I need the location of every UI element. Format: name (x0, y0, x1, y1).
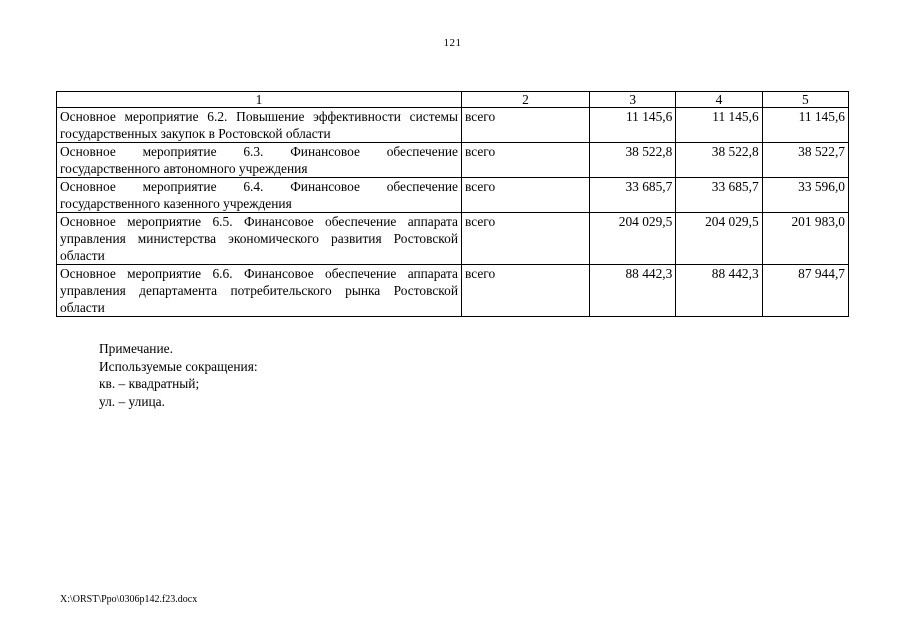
notes-section (99, 340, 258, 410)
row-source: всего (462, 143, 590, 178)
header-col-2: 2 (462, 92, 590, 108)
row-value-4: 33 685,7 (676, 178, 762, 213)
notes-item: кв. – квадратный; (99, 376, 200, 391)
file-path-footer: X:\ORST\Ppo\0306p142.f23.docx (60, 594, 198, 605)
row-value-4: 204 029,5 (676, 213, 762, 265)
table-row (57, 265, 849, 317)
table-row (57, 143, 849, 178)
page-number: 121 (443, 37, 462, 49)
header-col-3: 3 (590, 92, 676, 108)
row-name: Основное мероприятие 6.3. Финансовое обеспечение государственного автономного учреждения (57, 143, 462, 178)
table-row (57, 108, 849, 143)
row-value-4: 11 145,6 (676, 108, 762, 143)
row-value-4: 88 442,3 (676, 265, 762, 317)
table-row (57, 178, 849, 213)
row-value-3: 33 685,7 (590, 178, 676, 213)
row-name: Основное мероприятие 6.5. Финансовое обеспечение аппарата управления министерства экономического развития Ростовской области (57, 213, 462, 265)
row-value-5: 87 944,7 (762, 265, 848, 317)
header-col-1: 1 (57, 92, 462, 108)
row-name: Основное мероприятие 6.4. Финансовое обеспечение государственного казенного учреждения (57, 178, 462, 213)
row-value-3: 38 522,8 (590, 143, 676, 178)
notes-item: ул. – улица. (99, 393, 165, 409)
table-header-row (57, 92, 849, 108)
row-name: Основное мероприятие 6.2. Повышение эффективности системы государственных закупок в Ростовской области (57, 108, 462, 143)
row-value-3: 204 029,5 (590, 213, 676, 265)
row-value-3: 11 145,6 (590, 108, 676, 143)
table-row (57, 213, 849, 265)
header-col-4: 4 (676, 92, 762, 108)
row-source: всего (462, 265, 590, 317)
row-source: всего (462, 108, 590, 143)
header-col-5: 5 (762, 92, 848, 108)
budget-table (56, 91, 849, 317)
row-value-5: 11 145,6 (762, 108, 848, 143)
notes-title: Примечание. (99, 341, 173, 356)
row-value-4: 38 522,8 (676, 143, 762, 178)
row-source: всего (462, 178, 590, 213)
row-value-3: 88 442,3 (590, 265, 676, 317)
row-value-5: 33 596,0 (762, 178, 848, 213)
row-source: всего (462, 213, 590, 265)
notes-subtitle: Используемые сокращения: (99, 358, 258, 374)
row-name: Основное мероприятие 6.6. Финансовое обеспечение аппарата управления департамента потребительского рынка Ростовской области (57, 265, 462, 317)
row-value-5: 38 522,7 (762, 143, 848, 178)
row-value-5: 201 983,0 (762, 213, 848, 265)
